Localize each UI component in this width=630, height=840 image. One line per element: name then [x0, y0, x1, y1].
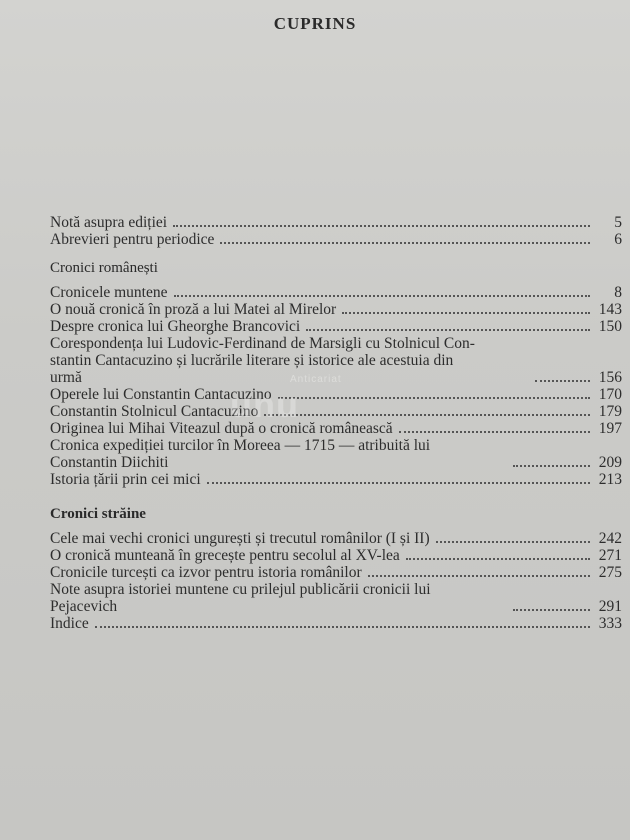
entry-title-line: Constantin Stolnicul Cantacuzino [50, 403, 259, 420]
dot-leader [306, 328, 590, 331]
page-title: CUPRINS [273, 14, 357, 33]
toc-entry [50, 386, 622, 403]
page-number: 6 [614, 231, 622, 248]
entry-title-line: Operele lui Constantin Cantacuzino [50, 386, 272, 403]
page-number: 150 [598, 318, 622, 335]
page-number: 209 [598, 454, 623, 471]
entry-title [50, 284, 168, 301]
section-heading: Cronici străine [50, 506, 146, 522]
dot-leader [264, 413, 590, 416]
entry-title-line: Cronicele muntene [50, 284, 168, 301]
entry-title-line: Corespondența lui Ludovic-Ferdinand de Marsigli cu Stolnicul Con- [50, 335, 475, 352]
dot-leader [513, 608, 590, 611]
entry-title [50, 530, 430, 547]
page-number: 5 [614, 214, 622, 231]
entry-title [50, 547, 400, 564]
entry-title-line: Cronica expediției turcilor în Moreea — 1715 — atribuită lui [50, 437, 431, 454]
section-heading: Cronici românești [50, 260, 158, 276]
dot-leader [399, 430, 590, 433]
dot-leader [342, 311, 590, 314]
entry-title-line: urmă [50, 369, 82, 386]
toc-entry [50, 530, 622, 547]
entry-title-line: Constantin Diichiti [50, 454, 169, 471]
entry-title [50, 301, 336, 318]
dot-leader [535, 379, 590, 382]
toc-entry [50, 214, 622, 231]
entry-title-line: Notă asupra ediției [50, 214, 168, 231]
dot-leader [513, 464, 590, 467]
dot-leader [368, 574, 590, 577]
table-of-contents [50, 214, 622, 642]
page-number: 170 [598, 386, 622, 403]
entry-title [50, 335, 529, 386]
entry-title [50, 386, 272, 403]
page-number: 291 [598, 598, 622, 615]
entry-title-line: Pejacevich [50, 598, 118, 615]
dot-leader [173, 224, 590, 227]
entry-title [50, 564, 362, 581]
dot-leader [220, 241, 590, 244]
page-number: 242 [598, 530, 622, 547]
entry-title-line: Despre cronica lui Gheorghe Brancovici [50, 318, 301, 335]
page-number: 179 [598, 403, 622, 420]
dot-leader [95, 625, 590, 628]
entry-title [50, 420, 393, 437]
toc-entry [50, 471, 622, 488]
entry-title [50, 231, 214, 248]
entry-title [50, 437, 507, 471]
intro-entries [50, 214, 622, 248]
page-number: 213 [598, 471, 622, 488]
toc-entry [50, 581, 622, 615]
toc-section [50, 258, 622, 488]
entry-title-line: stantin Cantacuzino și lucrările literare și istorice ale acestuia din [50, 352, 454, 369]
dot-leader [406, 557, 590, 560]
toc-entry [50, 301, 622, 318]
entry-title [50, 403, 258, 420]
page-number: 333 [598, 615, 622, 632]
page-number: 143 [598, 301, 622, 318]
toc-entry [50, 615, 622, 632]
toc-entry [50, 564, 622, 581]
entry-title-line: O cronică munteană în grecește pentru secolul al XV-lea [50, 547, 400, 564]
toc-entry [50, 318, 622, 335]
entry-title [50, 615, 89, 632]
toc-entry [50, 284, 622, 301]
entry-title-line: O nouă cronică în proză a lui Matei al Mirelor [50, 301, 337, 318]
entry-title [50, 318, 300, 335]
dot-leader [207, 481, 590, 484]
page-number: 8 [614, 284, 622, 301]
entry-title-line: Originea lui Mihai Viteazul după o cronică românească [50, 420, 393, 437]
entry-title-line: Cronicile turcești ca izvor pentru istoria românilor [50, 564, 362, 581]
toc-entry [50, 335, 622, 386]
entry-title [50, 581, 507, 615]
page-number: 271 [598, 547, 622, 564]
dot-leader [278, 396, 590, 399]
dot-leader [436, 540, 590, 543]
entry-title-line: Indice [50, 615, 89, 632]
page-number: 156 [598, 369, 623, 386]
entry-title-line: Abrevieri pentru periodice [50, 231, 215, 248]
toc-entry [50, 231, 622, 248]
page-number: 275 [598, 564, 622, 581]
toc-sections [50, 258, 622, 632]
entry-title-line: Cele mai vechi cronici ungurești și trecutul românilor (I și II) [50, 530, 430, 547]
toc-entry [50, 420, 622, 437]
toc-entry [50, 403, 622, 420]
toc-section [50, 504, 622, 632]
entry-title-line: Note asupra istoriei muntene cu prilejul publicării cronicii lui [50, 581, 431, 598]
watermark-main: unu [230, 384, 299, 425]
watermark-sub: Anticariat [290, 374, 342, 385]
toc-entry [50, 437, 622, 471]
toc-entry [50, 547, 622, 564]
entry-title [50, 214, 167, 231]
entry-title-line: Istoria țării prin cei mici [50, 471, 201, 488]
entry-title [50, 471, 201, 488]
dot-leader [174, 294, 591, 297]
page-number: 197 [598, 420, 622, 437]
